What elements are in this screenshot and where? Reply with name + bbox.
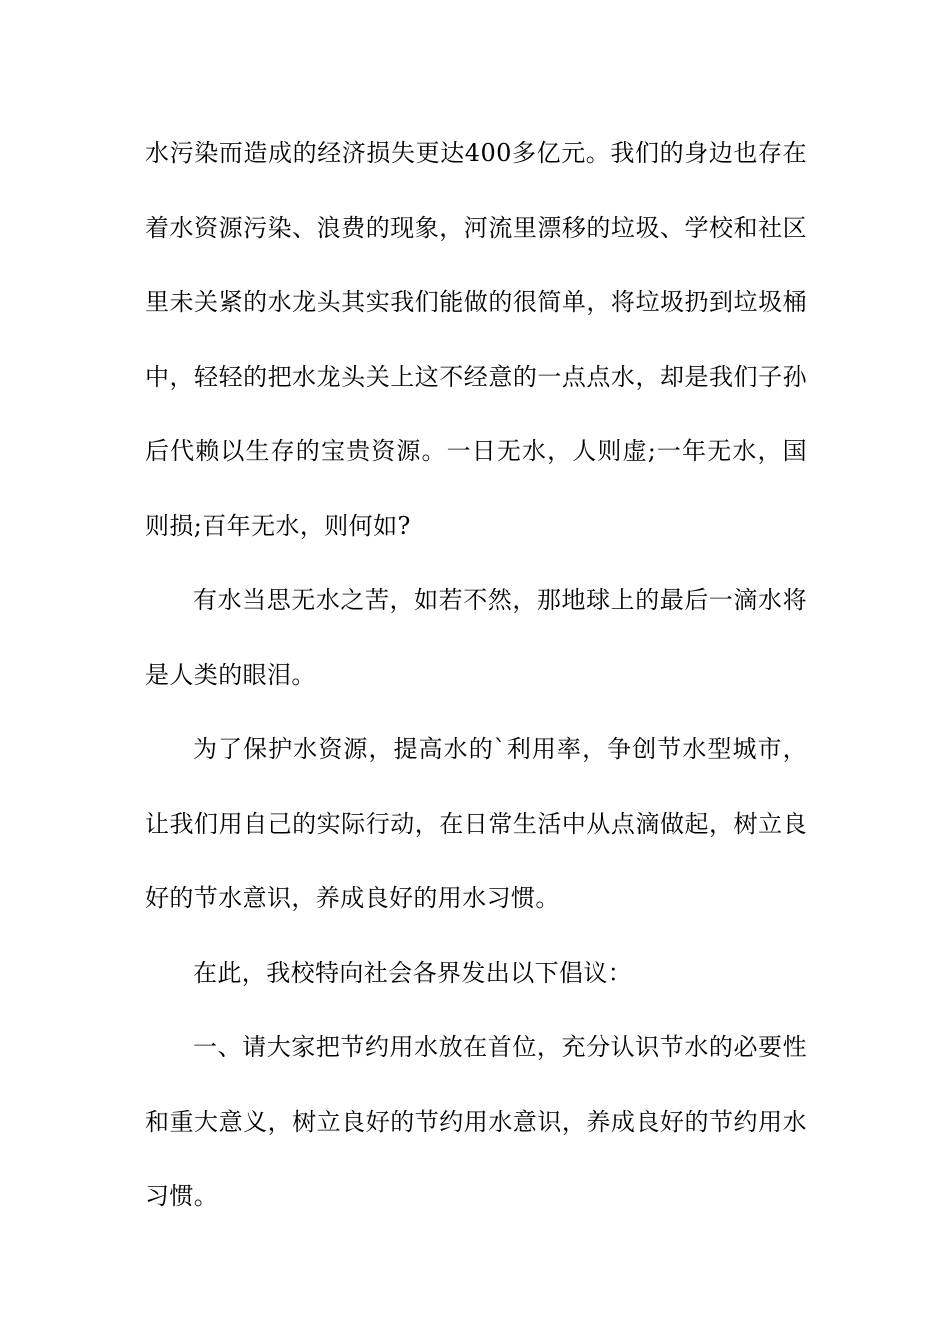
- document-body: [145, 116, 807, 1234]
- paragraph-water-tears: 有水当思无水之苦，如若不然，那地球上的最后一滴水将是人类的眼泪。: [145, 586, 807, 689]
- paragraph-proposal-intro: 在此，我校特向社会各界发出以下倡议：: [193, 958, 633, 987]
- paragraph-proposal-one: 一、请大家把节约用水放在首位，充分认识节水的必要性和重大意义，树立良好的节约用水意识，养成良好的节约用水习惯。: [145, 1033, 807, 1210]
- paragraph-continuation: 水污染而造成的经济损失更达400多亿元。我们的身边也存在着水资源污染、浪费的现象，河流里漂移的垃圾、学校和社区里未关紧的水龙头其实我们能做的很简单，将垃圾扔到垃圾桶中，轻轻的把水龙头关上这不经意的一点点水，却是我们子孙后代赖以生存的宝贵资源。一日无水，人则虚;一年无水，国则损;百年无水，则何如?: [145, 139, 807, 540]
- paragraph-protect-water: 为了保护水资源，提高水的`利用率，争创节水型城市，让我们用自己的实际行动，在日常生活中从点滴做起，树立良好的节水意识，养成良好的用水习惯。: [145, 735, 807, 912]
